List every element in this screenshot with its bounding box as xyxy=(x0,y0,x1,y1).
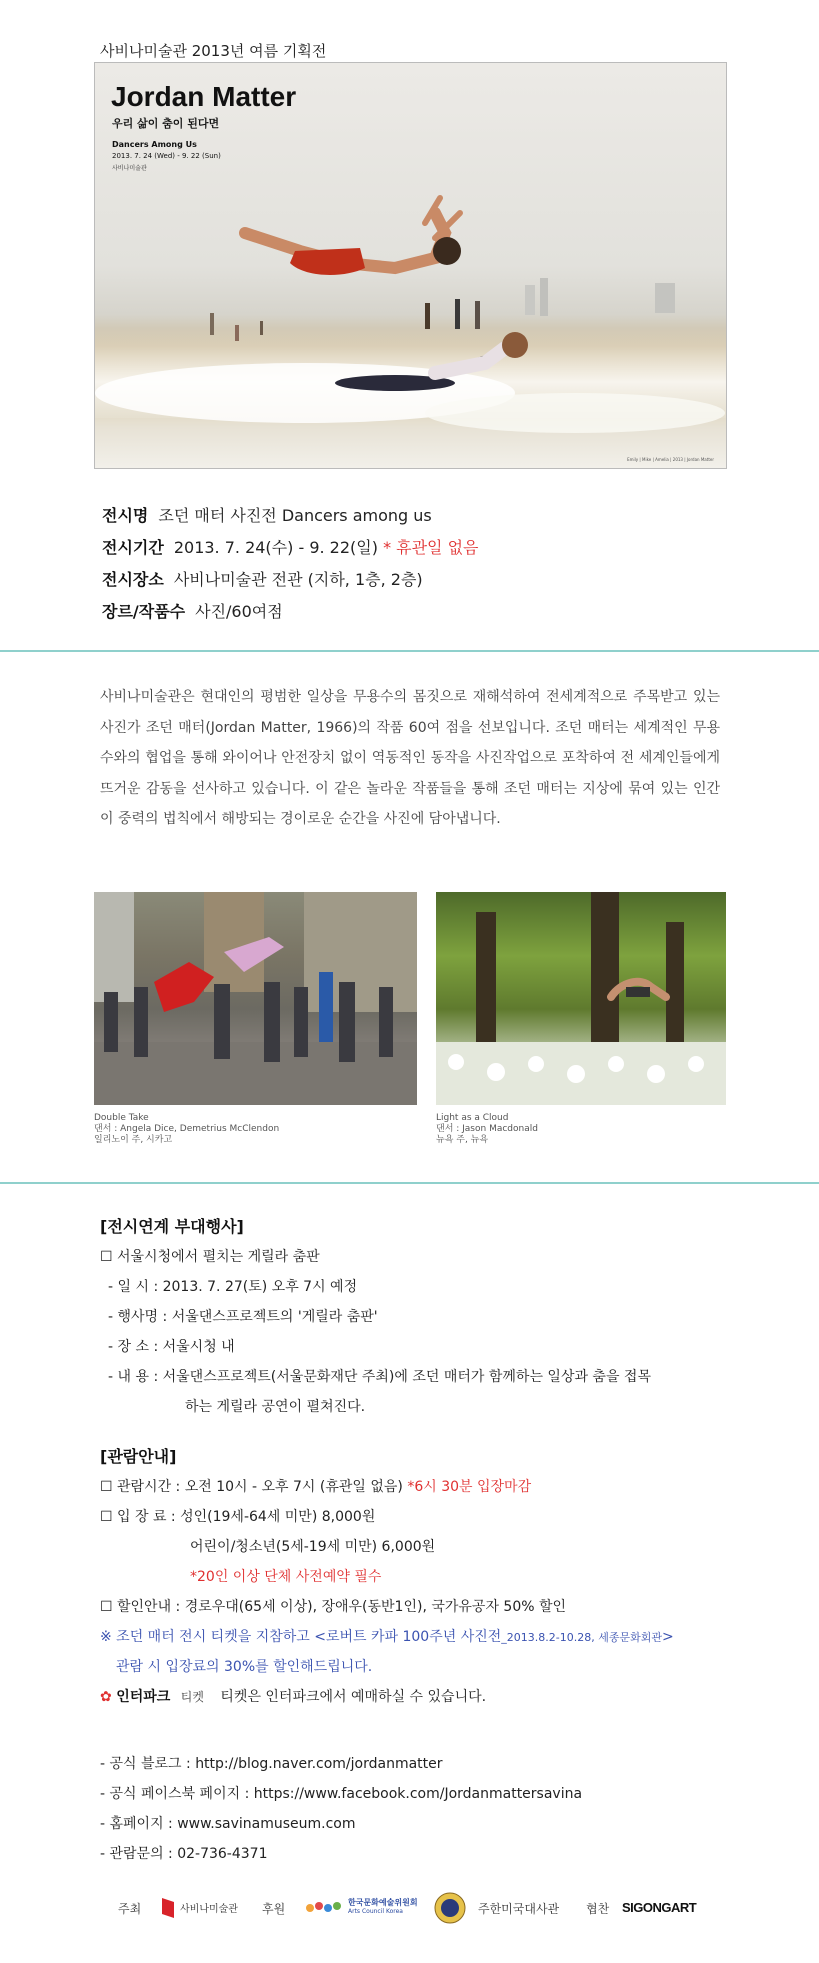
divider xyxy=(0,650,819,652)
guide-promo-cont: 관람 시 입장료의 30%를 할인해드립니다. xyxy=(116,1659,373,1675)
photo-caption xyxy=(94,1113,279,1146)
poster-org: 사비나미술관 xyxy=(112,165,147,172)
info-value: 2013. 7. 24(수) - 9. 22(일) xyxy=(173,538,378,557)
info-value: 사진/60여점 xyxy=(195,602,283,621)
photo-caption xyxy=(436,1113,538,1146)
info-key: 전시장소 xyxy=(102,570,164,589)
guide-promo xyxy=(100,1622,740,1652)
guide-hours-text: ☐ 관람시간 : 오전 10시 - 오후 7시 (휴관일 없음) xyxy=(100,1479,403,1495)
events-row: - 행사명 : 서울댄스프로젝트의 '게릴라 춤판' xyxy=(108,1309,378,1325)
park-dance-illustration xyxy=(436,892,726,1105)
guide-fee: ☐ 입 장 료 : 성인(19세-64세 미만) 8,000원 xyxy=(100,1509,376,1525)
events-row: - 장 소 : 서울시청 내 xyxy=(108,1339,235,1355)
arts-council-en: Arts Council Korea xyxy=(348,1908,403,1915)
guide-discount: ☐ 할인안내 : 경로우대(65세 이상), 장애우(동반1인), 국가유공자 50% 할인 xyxy=(100,1599,567,1615)
host-name: 사비나미술관 xyxy=(180,1904,238,1915)
caption-place: 일리노이 주, 시카고 xyxy=(94,1135,173,1145)
contact-phone: - 관람문의 : 02-736-4371 xyxy=(100,1846,268,1862)
us-embassy-seal-icon xyxy=(434,1892,466,1924)
info-row xyxy=(102,564,479,596)
poster-english-title: Dancers Among Us xyxy=(112,140,197,149)
info-key: 전시기간 xyxy=(102,538,164,557)
links-section xyxy=(100,1749,582,1869)
caption-dancer: 댄서 : Angela Dice, Demetrius McClendon xyxy=(94,1124,280,1134)
info-note: * 휴관일 없음 xyxy=(383,538,479,557)
events-title: [전시연계 부대행사] xyxy=(100,1217,244,1236)
info-row xyxy=(102,500,479,532)
sponsor-footer xyxy=(0,1888,819,1928)
exhibition-label: 사비나미술관 2013년 여름 기획전 xyxy=(100,42,327,60)
caption-title: Double Take xyxy=(94,1113,149,1123)
info-key: 전시명 xyxy=(102,506,149,525)
link-blog[interactable]: - 공식 블로그 : http://blog.naver.com/jordanmatter xyxy=(100,1756,443,1772)
spacer xyxy=(100,1422,740,1442)
caption-place: 뉴욕 주, 뉴욕 xyxy=(436,1135,489,1145)
guide-fee-child: 어린이/청소년(5세-19세 미만) 6,000원 xyxy=(190,1539,436,1555)
events-row: - 일 시 : 2013. 7. 27(토) 오후 7시 예정 xyxy=(108,1279,358,1295)
savina-logo-icon xyxy=(160,1896,176,1920)
poster-dates: 2013. 7. 24 (Wed) - 9. 22 (Sun) xyxy=(112,152,221,160)
photo-double-take xyxy=(94,892,417,1105)
info-key: 장르/작품수 xyxy=(102,602,186,621)
events-section xyxy=(100,1212,740,1712)
link-homepage[interactable]: - 홈페이지 : www.savinamuseum.com xyxy=(100,1816,356,1832)
arts-council-logo-icon xyxy=(305,1900,345,1914)
info-value: 사비나미술관 전관 (지하, 1층, 2층) xyxy=(173,570,423,589)
info-value: 조던 매터 사진전 Dancers among us xyxy=(158,506,432,525)
promo-text: ※ 조던 매터 전시 티켓을 지참하고 <로버트 카파 100주년 사진전 xyxy=(100,1629,502,1645)
poster-image xyxy=(94,62,727,469)
divider xyxy=(0,1182,819,1184)
guide-hours-note: *6시 30분 입장마감 xyxy=(407,1479,532,1495)
guide-hours xyxy=(100,1472,740,1502)
events-row-cont: 하는 게릴라 공연이 펼쳐진다. xyxy=(185,1399,366,1415)
interpark-text: 티켓은 인터파크에서 예매하실 수 있습니다. xyxy=(220,1689,487,1705)
sigongart-logo: SIGONGART xyxy=(622,1900,697,1915)
poster-photo-credit: Emily | Mike | Amelia | 2013 | Jordan Matter xyxy=(627,457,714,462)
guide-fee-note: *20인 이상 단체 사전예약 필수 xyxy=(190,1569,382,1585)
guide-title: [관람안내] xyxy=(100,1447,177,1466)
interpark-logo[interactable]: 인터파크 xyxy=(116,1689,171,1705)
street-dance-illustration xyxy=(94,892,417,1105)
arts-council-name: 한국문화예술위원회 xyxy=(348,1898,418,1907)
interpark-ticket-label: 티켓 xyxy=(180,1690,204,1704)
events-row: - 내 용 : 서울댄스프로젝트(서울문화재단 주최)에 조던 매터가 함께하는 일상과 춤을 접목 xyxy=(108,1369,651,1385)
info-row xyxy=(102,596,479,628)
promo-end: > xyxy=(662,1629,674,1645)
promo-dates: _2013.8.2-10.28, 세종문화회관 xyxy=(501,1631,662,1644)
events-item: ☐ 서울시청에서 펼치는 게릴라 춤판 xyxy=(100,1249,320,1265)
interpark-line xyxy=(100,1682,740,1712)
intro-text: 사비나미술관은 현대인의 평범한 일상을 무용수의 몸짓으로 재해석하여 전세계적으로 주목받고 있는 사진가 조던 매터(Jordan Matter, 1966)의 작품 60여 점을 선보입니다. 조던 매터는 세계적인 무용수와의 협업을 통해 와이어나 안전장치 없이 역동적인 동작을 사진작업으로 포착하여 전 세계인들에게 뜨거운 감동을 선사하고 있습니다. 이 같은 놀라운 작품들을 통해 조던 매터는 지상에 묶여 있는 인간이 중력의 법칙에서 해방되는 경이로운 순간을 사진에 담아냅니다. xyxy=(100,689,720,827)
coop-label: 협찬 xyxy=(586,1902,610,1916)
link-facebook[interactable]: - 공식 페이스북 페이지 : https://www.facebook.com/Jordanmattersavina xyxy=(100,1786,583,1802)
arts-council xyxy=(348,1897,418,1915)
photo-light-as-a-cloud xyxy=(436,892,726,1105)
exhibition-info xyxy=(102,500,479,628)
sponsor-label: 후원 xyxy=(262,1902,286,1916)
info-row xyxy=(102,532,479,564)
poster-title: Jordan Matter xyxy=(111,81,297,112)
poster-subtitle: 우리 삶이 춤이 된다면 xyxy=(112,117,220,130)
caption-title: Light as a Cloud xyxy=(436,1113,509,1123)
interpark-flower-icon: ✿ xyxy=(100,1689,112,1705)
host-label: 주최 xyxy=(118,1902,142,1916)
caption-dancer: 댄서 : Jason Macdonald xyxy=(436,1124,538,1134)
us-embassy: 주한미국대사관 xyxy=(478,1902,560,1916)
